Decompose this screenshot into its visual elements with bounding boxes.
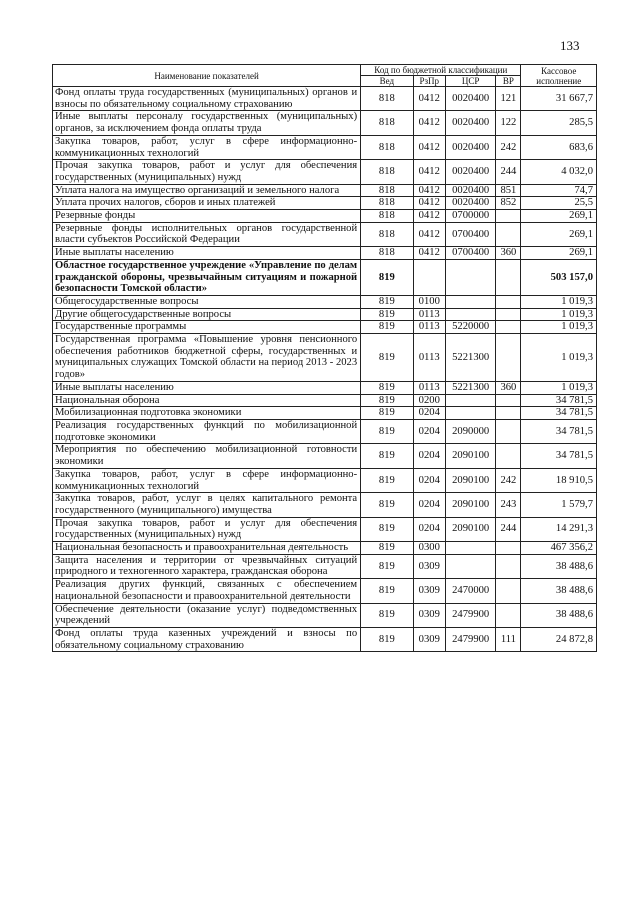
row-name: Закупка товаров, работ, услуг в целях капитального ремонта государственного (муниципального) имущества <box>53 493 361 517</box>
row-ved: 819 <box>361 394 413 407</box>
row-rzpr: 0300 <box>413 542 445 555</box>
table-row <box>53 444 597 468</box>
table-row <box>53 542 597 555</box>
row-vr: 244 <box>496 517 521 541</box>
row-csr: 0020400 <box>446 87 496 111</box>
row-ved: 819 <box>361 554 413 578</box>
row-rzpr: 0113 <box>413 381 445 394</box>
row-amount: 34 781,5 <box>521 444 597 468</box>
row-csr: 0020400 <box>446 111 496 135</box>
row-csr: 5221300 <box>446 381 496 394</box>
row-rzpr <box>413 259 445 295</box>
header-code-group: Код по бюджетной классификации <box>361 65 521 76</box>
row-name: Резервные фонды исполнительных органов государственной власти субъектов Российской Федерации <box>53 222 361 246</box>
row-rzpr: 0204 <box>413 444 445 468</box>
table-row <box>53 247 597 260</box>
page-number: 133 <box>560 38 580 53</box>
row-csr: 5221300 <box>446 334 496 382</box>
header-vr: ВР <box>496 76 521 87</box>
table-row <box>53 197 597 210</box>
table-row <box>53 334 597 382</box>
table-body <box>53 87 597 652</box>
row-rzpr: 0204 <box>413 468 445 492</box>
row-amount: 34 781,5 <box>521 407 597 420</box>
header-rzpr: РзПр <box>413 76 445 87</box>
row-amount: 18 910,5 <box>521 468 597 492</box>
row-csr: 2479900 <box>446 603 496 627</box>
table-row <box>53 603 597 627</box>
header-amount: Кассовое исполнение <box>521 65 597 87</box>
row-vr: 122 <box>496 111 521 135</box>
row-name: Мероприятия по обеспечению мобилизационной готовности экономики <box>53 444 361 468</box>
row-csr: 0700400 <box>446 222 496 246</box>
row-amount: 1 019,3 <box>521 321 597 334</box>
row-name: Резервные фонды <box>53 210 361 223</box>
row-amount: 1 579,7 <box>521 493 597 517</box>
row-vr: 360 <box>496 381 521 394</box>
row-ved: 818 <box>361 87 413 111</box>
row-amount: 34 781,5 <box>521 394 597 407</box>
row-vr: 243 <box>496 493 521 517</box>
row-ved: 819 <box>361 259 413 295</box>
row-vr: 242 <box>496 135 521 159</box>
row-rzpr: 0204 <box>413 419 445 443</box>
row-amount: 1 019,3 <box>521 334 597 382</box>
table-row <box>53 160 597 184</box>
row-ved: 819 <box>361 419 413 443</box>
row-vr <box>496 222 521 246</box>
table-row <box>53 579 597 603</box>
row-csr: 2479900 <box>446 627 496 651</box>
row-vr: 851 <box>496 184 521 197</box>
row-name: Иные выплаты населению <box>53 381 361 394</box>
row-ved: 819 <box>361 542 413 555</box>
row-rzpr: 0412 <box>413 111 445 135</box>
row-rzpr: 0412 <box>413 184 445 197</box>
row-rzpr: 0412 <box>413 160 445 184</box>
row-rzpr: 0412 <box>413 87 445 111</box>
table-row <box>53 554 597 578</box>
row-name: Закупка товаров, работ, услуг в сфере информационно-коммуникационных технологий <box>53 468 361 492</box>
table-row <box>53 493 597 517</box>
row-ved: 819 <box>361 627 413 651</box>
row-name: Национальная безопасность и правоохранительная деятельность <box>53 542 361 555</box>
row-amount: 4 032,0 <box>521 160 597 184</box>
row-csr <box>446 554 496 578</box>
row-vr <box>496 419 521 443</box>
row-amount: 14 291,3 <box>521 517 597 541</box>
row-vr <box>496 603 521 627</box>
table-row <box>53 468 597 492</box>
row-amount: 1 019,3 <box>521 308 597 321</box>
row-name: Фонд оплаты труда казенных учреждений и взносы по обязательному социальному страхованию <box>53 627 361 651</box>
row-name: Государственная программа «Повышение уровня пенсионного обеспечения работников бюджетной сферы, государственных и муниципальных служащих Томской области на период 2013 - 2023 годов» <box>53 334 361 382</box>
row-csr: 5220000 <box>446 321 496 334</box>
row-amount: 38 488,6 <box>521 579 597 603</box>
table-row <box>53 111 597 135</box>
row-csr <box>446 542 496 555</box>
row-ved: 818 <box>361 111 413 135</box>
row-vr: 111 <box>496 627 521 651</box>
row-ved: 818 <box>361 135 413 159</box>
row-rzpr: 0309 <box>413 627 445 651</box>
table-row <box>53 222 597 246</box>
row-csr: 2090100 <box>446 493 496 517</box>
row-amount: 503 157,0 <box>521 259 597 295</box>
row-ved: 819 <box>361 603 413 627</box>
row-ved: 818 <box>361 210 413 223</box>
row-csr <box>446 295 496 308</box>
row-csr: 2090100 <box>446 444 496 468</box>
table-row <box>53 407 597 420</box>
table-row <box>53 381 597 394</box>
row-rzpr: 0412 <box>413 210 445 223</box>
row-csr: 0020400 <box>446 160 496 184</box>
row-name: Другие общегосударственные вопросы <box>53 308 361 321</box>
row-ved: 819 <box>361 444 413 468</box>
row-csr: 0020400 <box>446 184 496 197</box>
row-ved: 819 <box>361 407 413 420</box>
row-rzpr: 0412 <box>413 247 445 260</box>
row-amount: 269,1 <box>521 210 597 223</box>
row-rzpr: 0204 <box>413 407 445 420</box>
row-ved: 818 <box>361 197 413 210</box>
row-vr <box>496 579 521 603</box>
row-name: Общегосударственные вопросы <box>53 295 361 308</box>
row-csr <box>446 407 496 420</box>
row-name: Обеспечение деятельности (оказание услуг) подведомственных учреждений <box>53 603 361 627</box>
row-amount: 285,5 <box>521 111 597 135</box>
table-row <box>53 135 597 159</box>
row-name: Закупка товаров, работ, услуг в сфере информационно-коммуникационных технологий <box>53 135 361 159</box>
row-ved: 819 <box>361 517 413 541</box>
row-vr <box>496 295 521 308</box>
table-row <box>53 295 597 308</box>
row-vr <box>496 334 521 382</box>
row-vr <box>496 259 521 295</box>
row-rzpr: 0412 <box>413 222 445 246</box>
row-csr <box>446 308 496 321</box>
row-csr: 2470000 <box>446 579 496 603</box>
row-name: Уплата прочих налогов, сборов и иных платежей <box>53 197 361 210</box>
table-row <box>53 419 597 443</box>
row-vr <box>496 444 521 468</box>
row-vr: 852 <box>496 197 521 210</box>
row-rzpr: 0100 <box>413 295 445 308</box>
budget-table <box>52 64 597 652</box>
table-row <box>53 308 597 321</box>
header-ved: Вед <box>361 76 413 87</box>
row-rzpr: 0204 <box>413 493 445 517</box>
row-ved: 819 <box>361 468 413 492</box>
row-csr <box>446 259 496 295</box>
row-name: Уплата налога на имущество организаций и земельного налога <box>53 184 361 197</box>
row-rzpr: 0200 <box>413 394 445 407</box>
table-row <box>53 321 597 334</box>
row-csr: 0020400 <box>446 135 496 159</box>
row-csr <box>446 394 496 407</box>
row-ved: 818 <box>361 222 413 246</box>
table-row <box>53 627 597 651</box>
row-ved: 819 <box>361 381 413 394</box>
row-ved: 819 <box>361 308 413 321</box>
table-row <box>53 517 597 541</box>
row-vr <box>496 394 521 407</box>
row-name: Реализация других функций, связанных с обеспечением национальной безопасности и правоохранительной деятельности <box>53 579 361 603</box>
row-csr: 2090100 <box>446 468 496 492</box>
row-ved: 818 <box>361 160 413 184</box>
row-amount: 31 667,7 <box>521 87 597 111</box>
table-row <box>53 87 597 111</box>
row-ved: 819 <box>361 334 413 382</box>
row-ved: 818 <box>361 247 413 260</box>
row-vr: 242 <box>496 468 521 492</box>
row-csr: 0700400 <box>446 247 496 260</box>
row-amount: 269,1 <box>521 222 597 246</box>
table-row <box>53 210 597 223</box>
row-name: Иные выплаты персоналу государственных (муниципальных) органов, за исключением фонда оплаты труда <box>53 111 361 135</box>
row-name: Реализация государственных функций по мобилизационной подготовке экономики <box>53 419 361 443</box>
row-ved: 819 <box>361 321 413 334</box>
row-name: Фонд оплаты труда государственных (муниципальных) органов и взносы по обязательному социальному страхованию <box>53 87 361 111</box>
row-amount: 24 872,8 <box>521 627 597 651</box>
row-name: Иные выплаты населению <box>53 247 361 260</box>
row-rzpr: 0204 <box>413 517 445 541</box>
row-ved: 819 <box>361 295 413 308</box>
row-amount: 38 488,6 <box>521 603 597 627</box>
row-vr: 360 <box>496 247 521 260</box>
row-rzpr: 0309 <box>413 579 445 603</box>
row-amount: 683,6 <box>521 135 597 159</box>
table-row <box>53 259 597 295</box>
row-csr: 2090100 <box>446 517 496 541</box>
row-vr <box>496 542 521 555</box>
row-csr: 0020400 <box>446 197 496 210</box>
row-vr: 244 <box>496 160 521 184</box>
row-amount: 1 019,3 <box>521 381 597 394</box>
row-amount: 1 019,3 <box>521 295 597 308</box>
row-name: Защита населения и территории от чрезвычайных ситуаций природного и техногенного характера, гражданская оборона <box>53 554 361 578</box>
row-name: Национальная оборона <box>53 394 361 407</box>
row-vr <box>496 210 521 223</box>
row-rzpr: 0113 <box>413 308 445 321</box>
row-vr <box>496 321 521 334</box>
row-amount: 74,7 <box>521 184 597 197</box>
row-rzpr: 0309 <box>413 554 445 578</box>
row-vr: 121 <box>496 87 521 111</box>
row-amount: 269,1 <box>521 247 597 260</box>
row-csr: 0700000 <box>446 210 496 223</box>
table-row <box>53 394 597 407</box>
row-name: Мобилизационная подготовка экономики <box>53 407 361 420</box>
row-csr: 2090000 <box>446 419 496 443</box>
row-amount: 467 356,2 <box>521 542 597 555</box>
row-name: Государственные программы <box>53 321 361 334</box>
row-amount: 25,5 <box>521 197 597 210</box>
row-ved: 819 <box>361 579 413 603</box>
row-ved: 819 <box>361 493 413 517</box>
row-name: Прочая закупка товаров, работ и услуг для обеспечения государственных (муниципальных) нужд <box>53 160 361 184</box>
row-rzpr: 0113 <box>413 334 445 382</box>
header-name: Наименование показателей <box>53 65 361 87</box>
row-name: Областное государственное учреждение «Управление по делам гражданской обороны, чрезвычайным ситуациям и пожарной безопасности Томской области» <box>53 259 361 295</box>
row-rzpr: 0113 <box>413 321 445 334</box>
row-amount: 34 781,5 <box>521 419 597 443</box>
row-amount: 38 488,6 <box>521 554 597 578</box>
row-vr <box>496 407 521 420</box>
row-rzpr: 0309 <box>413 603 445 627</box>
row-vr <box>496 554 521 578</box>
row-rzpr: 0412 <box>413 135 445 159</box>
row-rzpr: 0412 <box>413 197 445 210</box>
row-vr <box>496 308 521 321</box>
row-name: Прочая закупка товаров, работ и услуг для обеспечения государственных (муниципальных) нужд <box>53 517 361 541</box>
header-csr: ЦСР <box>446 76 496 87</box>
table-row <box>53 184 597 197</box>
row-ved: 818 <box>361 184 413 197</box>
